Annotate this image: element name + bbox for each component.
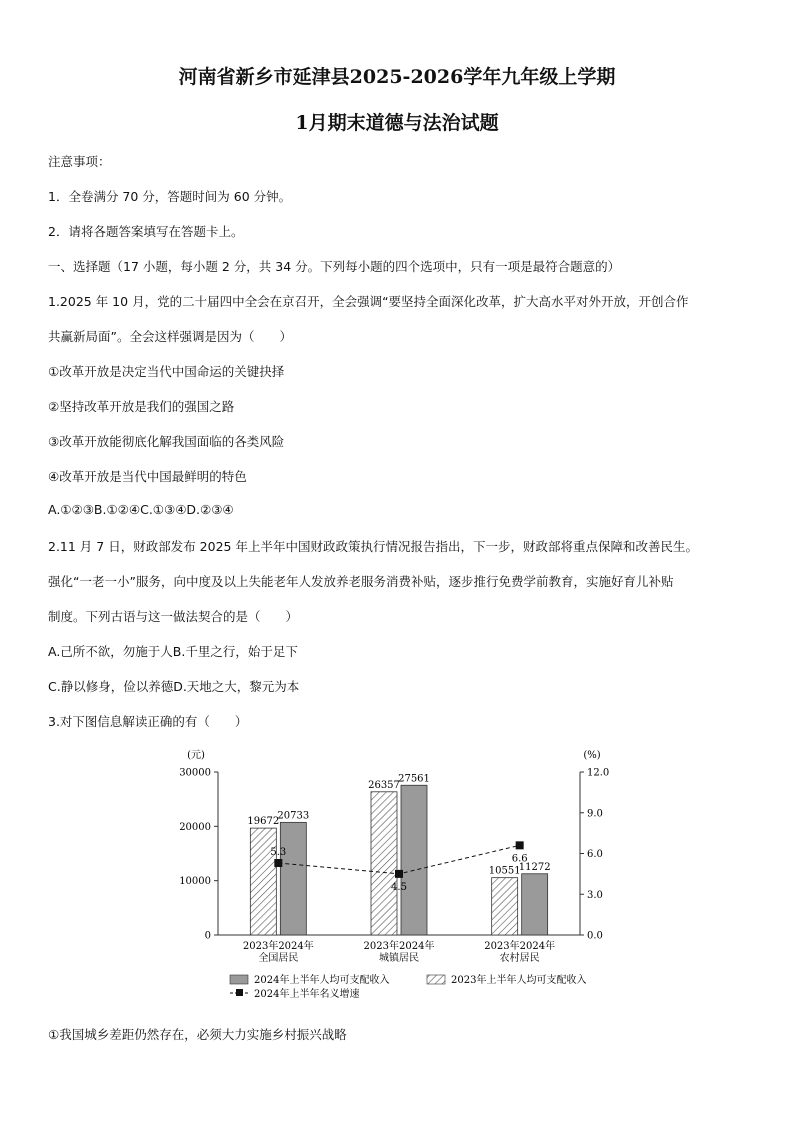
bar-value-label: 20733 <box>277 810 310 822</box>
y-tick-label-right: 0.0 <box>587 930 603 942</box>
notes-item-1: 1．全卷满分 70 分，答题时间为 60 分钟。 <box>48 189 292 204</box>
y-tick-label-left: 30000 <box>179 767 211 779</box>
question-3-option-1: ①我国城乡差距仍然存在，必须大力实施乡村振兴战略 <box>48 1027 347 1042</box>
y-tick-label-left: 0 <box>204 930 211 942</box>
y-tick-label-right: 12.0 <box>587 767 610 779</box>
y-tick-label-right: 6.0 <box>587 849 603 860</box>
x-tick-label-years: 2023年2024年 <box>484 941 556 952</box>
question-2-line2: 强化“一老一小”服务，向中度及以上失能老年人发放养老服务消费补贴，逐步推行免费学前教育，实施好育儿补贴 <box>48 574 674 589</box>
question-1-option-1: ①改革开放是决定当代中国命运的关键抉择 <box>48 364 285 379</box>
growth-rate-label: 5.3 <box>270 847 287 859</box>
x-tick-label-group: 农村居民 <box>499 953 540 964</box>
paper-title-line2: 1月期末道德与法治试题 <box>295 112 499 134</box>
y-axis-right-unit: (%) <box>583 750 601 761</box>
bar-value-label: 26357 <box>368 779 400 791</box>
x-tick-label-years: 2023年2024年 <box>363 941 435 952</box>
x-tick-label-group: 城镇居民 <box>379 953 419 964</box>
growth-rate-point <box>395 870 403 878</box>
legend-label-2023: 2023年上半年人均可支配收入 <box>451 975 587 986</box>
legend-label-growth: 2024年上半年名义增速 <box>254 989 360 1000</box>
bar-2023 <box>371 792 397 935</box>
bar-2023 <box>250 828 276 935</box>
legend-swatch-growth-point <box>236 989 243 996</box>
legend-swatch-2024 <box>230 975 248 984</box>
legend-swatch-2023 <box>427 975 445 984</box>
bar-value-label: 11272 <box>518 861 551 873</box>
question-1-line2: 共赢新局面”。全会这样强调是因为（ ） <box>48 329 292 344</box>
y-axis-left-unit: (元) <box>187 750 205 761</box>
question-1-line1: 1.2025 年 10 月，党的二十届四中全会在京召开，全会强调“要坚持全面深化改革，扩大高水平对外开放，开创合作 <box>48 294 689 309</box>
bar-value-label: 19672 <box>247 816 280 828</box>
income-chart <box>150 738 620 1008</box>
bar-2024 <box>280 822 306 935</box>
question-2-choices-cd: C.静以修身，俭以养德D.天地之大，黎元为本 <box>48 679 300 694</box>
question-1-choices: A.①②③B.①②④C.①③④D.②③④ <box>48 502 234 517</box>
question-3-stem: 3.对下图信息解读正确的有（ ） <box>48 714 248 729</box>
question-2-line3: 制度。下列古语与这一做法契合的是（ ） <box>48 609 299 624</box>
bar-value-label: 10551 <box>488 865 521 877</box>
bar-value-label: 27561 <box>398 773 430 785</box>
question-2-line1: 2.11 月 7 日，财政部发布 2025 年上半年中国财政政策执行情况报告指出，下一步，财政部将重点保障和改善民生。 <box>48 539 698 554</box>
notes-item-2: 2．请将各题答案填写在答题卡上。 <box>48 224 244 239</box>
bar-2024 <box>522 874 548 935</box>
growth-rate-point <box>274 859 282 867</box>
legend-label-2024: 2024年上半年人均可支配收入 <box>254 975 390 986</box>
x-tick-label-group: 全国居民 <box>258 953 299 964</box>
growth-rate-point <box>516 841 524 849</box>
question-1-option-2: ②坚持改革开放是我们的强国之路 <box>48 399 235 414</box>
notes-heading: 注意事项： <box>48 154 111 169</box>
growth-rate-label: 4.5 <box>391 881 407 893</box>
x-tick-label-years: 2023年2024年 <box>242 941 314 952</box>
y-tick-label-left: 10000 <box>179 876 211 888</box>
section-heading: 一、选择题（17 小题，每小题 2 分，共 34 分。下列每小题的四个选项中，只有一项是最符合题意的） <box>48 259 621 274</box>
y-tick-label-right: 9.0 <box>587 808 603 820</box>
bar-2023 <box>492 878 518 935</box>
bar-2024 <box>401 785 427 935</box>
y-tick-label-right: 3.0 <box>587 889 603 901</box>
paper-title-line1: 河南省新乡市延津县2025-2026学年九年级上学期 <box>178 66 616 88</box>
question-1-option-4: ④改革开放是当代中国最鲜明的特色 <box>48 469 247 484</box>
question-1-option-3: ③改革开放能彻底化解我国面临的各类风险 <box>48 434 285 449</box>
growth-rate-label: 6.6 <box>511 853 528 865</box>
y-tick-label-left: 20000 <box>179 821 211 833</box>
question-2-choices-ab: A.己所不欲，勿施于人B.千里之行，始于足下 <box>48 644 298 659</box>
growth-rate-line <box>278 845 519 874</box>
